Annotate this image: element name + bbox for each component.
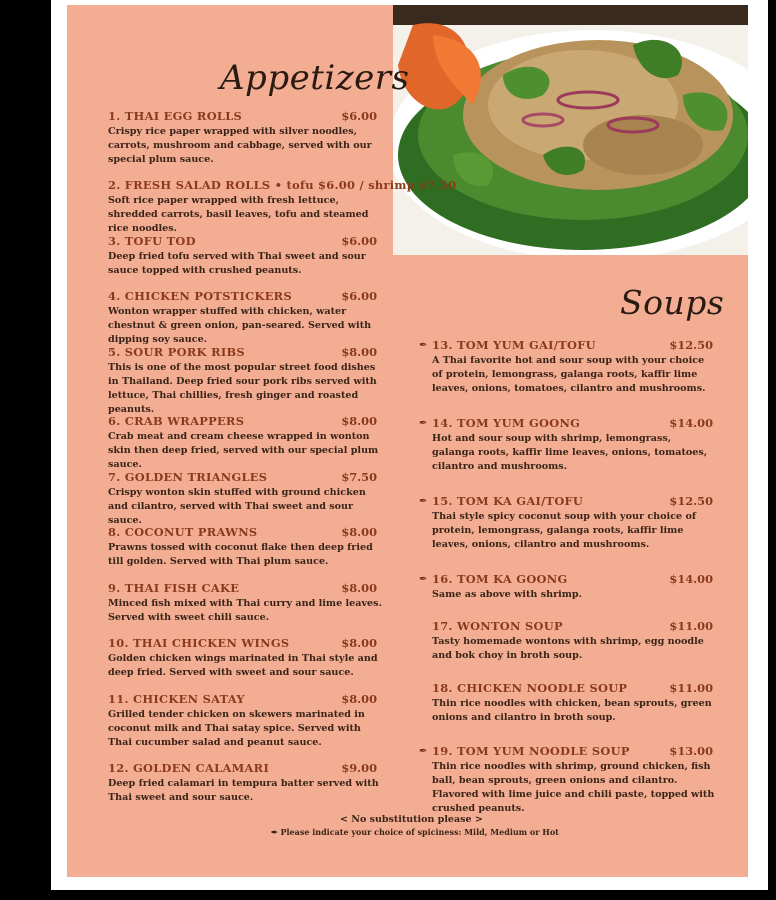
no-substitution-note: < No substitution please >: [340, 814, 483, 825]
item-name: 2. FRESH SALAD ROLLS • tofu $6.00 / shrimp $7.50: [108, 178, 457, 192]
soups-heading: Soups: [620, 283, 725, 322]
item-description: Thin rice noodles with chicken, bean sprouts, green onions and cilantro in broth soup.: [432, 698, 712, 723]
soup-item: [419, 494, 717, 552]
item-description: Prawns tossed with coconut flake then deep fried till golden. Served with Thai plum sauce.: [108, 542, 373, 567]
item-description: Thai style spicy coconut soup with your choice of protein, lemongrass, galanga roots, kaffir lime leaves, onions, cilantro and mushrooms.: [432, 511, 697, 550]
appetizer-item: [108, 414, 383, 472]
item-name: 6. CRAB WRAPPERS: [108, 414, 245, 428]
chili-pepper-icon: ✒: [419, 496, 428, 507]
item-name: 7. GOLDEN TRIANGLES: [108, 470, 268, 484]
appetizer-item: [108, 109, 383, 167]
item-name: 4. CHICKEN POTSTICKERS: [108, 289, 292, 303]
chili-pepper-icon: ✒: [271, 827, 281, 837]
spiciness-note-text: Please indicate your choice of spiciness: Mild, Medium or Hot: [280, 827, 559, 837]
appetizers-heading: Appetizers: [220, 58, 410, 98]
item-name: 18. CHICKEN NOODLE SOUP: [432, 681, 628, 695]
appetizer-item: [108, 581, 383, 625]
item-price: $9.00: [341, 761, 377, 775]
item-description: Deep fried tofu served with Thai sweet and sour sauce topped with crushed peanuts.: [108, 251, 366, 276]
appetizer-item: [108, 234, 383, 278]
item-description: Wonton wrapper stuffed with chicken, water chestnut & green onion, pan-seared. Served with dipping soy sauce.: [108, 306, 372, 345]
item-description: Same as above with shrimp.: [432, 589, 582, 600]
item-description: Crispy rice paper wrapped with silver noodles, carrots, mushroom and cabbage, served with our special plum sauce.: [108, 126, 372, 165]
item-name: 14. TOM YUM GOONG: [432, 416, 581, 430]
appetizer-item: [108, 525, 383, 569]
soup-item: [419, 744, 717, 816]
item-price: $13.00: [669, 744, 713, 758]
chili-pepper-icon: ✒: [419, 418, 428, 429]
soup-item: [432, 681, 717, 725]
spiciness-note: [271, 827, 559, 837]
item-name: 17. WONTON SOUP: [432, 619, 563, 633]
appetizer-item: [108, 761, 383, 805]
item-price: $12.50: [669, 338, 713, 352]
item-price: $12.50: [669, 494, 713, 508]
item-description: This is one of the most popular street food dishes in Thailand. Deep fried sour pork ribs served with lettuce, Thai chillies, fresh ginger and roasted peanuts.: [108, 362, 377, 415]
item-price: $6.00: [341, 109, 377, 123]
item-name: 1. THAI EGG ROLLS: [108, 109, 243, 123]
item-price: $14.00: [669, 572, 713, 586]
appetizer-item: [108, 636, 383, 680]
soup-item: [419, 338, 717, 396]
chili-pepper-icon: ✒: [419, 746, 428, 757]
item-price: $8.00: [341, 345, 377, 359]
item-price: $6.00: [341, 234, 377, 248]
appetizer-item: [108, 289, 383, 347]
item-price: $11.00: [669, 619, 713, 633]
item-description: Grilled tender chicken on skewers marinated in coconut milk and Thai satay spice. Served with Thai cucumber salad and peanut sauce.: [108, 709, 365, 748]
item-price: $7.50: [341, 470, 377, 484]
item-name: 8. COCONUT PRAWNS: [108, 525, 258, 539]
item-price: $6.00: [341, 289, 377, 303]
larb-salad-image: [393, 5, 748, 255]
item-description: A Thai favorite hot and sour soup with your choice of protein, lemongrass, galanga roots, kaffir lime leaves, onions, tomatoes, cilantro and mushrooms.: [432, 355, 706, 394]
item-name: 9. THAI FISH CAKE: [108, 581, 240, 595]
item-price: $14.00: [669, 416, 713, 430]
dish-photo: [393, 5, 748, 255]
item-description: Minced fish mixed with Thai curry and lime leaves. Served with sweet chili sauce.: [108, 598, 382, 623]
chili-pepper-icon: ✒: [419, 340, 428, 351]
soup-item: [419, 572, 717, 602]
item-price: $8.00: [341, 692, 377, 706]
item-name: 3. TOFU TOD: [108, 234, 196, 248]
item-description: Soft rice paper wrapped with fresh lettuce, shredded carrots, basil leaves, tofu and steamed rice noodles.: [108, 195, 369, 234]
appetizer-item: [108, 692, 383, 750]
item-description: Thin rice noodles with shrimp, ground chicken, fish ball, bean sprouts, green onions and cilantro. Flavored with lime juice and chili paste, topped with crushed peanuts.: [432, 761, 715, 814]
item-name: 5. SOUR PORK RIBS: [108, 345, 245, 359]
soup-item: [432, 619, 717, 663]
item-price: $8.00: [341, 414, 377, 428]
item-name: 10. THAI CHICKEN WINGS: [108, 636, 290, 650]
item-name: 16. TOM KA GOONG: [432, 572, 568, 586]
item-name: 11. CHICKEN SATAY: [108, 692, 245, 706]
appetizer-item: [108, 470, 383, 528]
item-price: $8.00: [341, 525, 377, 539]
soup-item: [419, 416, 717, 474]
appetizer-item: [108, 178, 457, 236]
item-description: Crispy wonton skin stuffed with ground chicken and cilantro, served with Thai sweet and sour sauce.: [108, 487, 366, 526]
appetizer-item: [108, 345, 383, 417]
item-name: 12. GOLDEN CALAMARI: [108, 761, 270, 775]
item-description: Tasty homemade wontons with shrimp, egg noodle and bok choy in broth soup.: [432, 636, 704, 661]
item-description: Golden chicken wings marinated in Thai style and deep fried. Served with sweet and sour sauce.: [108, 653, 378, 678]
item-description: Hot and sour soup with shrimp, lemongrass, galanga roots, kaffir lime leaves, onions, tomatoes, cilantro and mushrooms.: [432, 433, 708, 472]
chili-pepper-icon: ✒: [419, 574, 428, 585]
item-price: $11.00: [669, 681, 713, 695]
item-price: $8.00: [341, 636, 377, 650]
item-description: Deep fried calamari in tempura batter served with Thai sweet and sour sauce.: [108, 778, 379, 803]
item-name: 15. TOM KA GAI/TOFU: [432, 494, 584, 508]
item-description: Crab meat and cream cheese wrapped in wonton skin then deep fried, served with our special plum sauce.: [108, 431, 379, 470]
item-name: 19. TOM YUM NOODLE SOUP: [432, 744, 630, 758]
item-price: $8.00: [341, 581, 377, 595]
item-name: 13. TOM YUM GAI/TOFU: [432, 338, 596, 352]
